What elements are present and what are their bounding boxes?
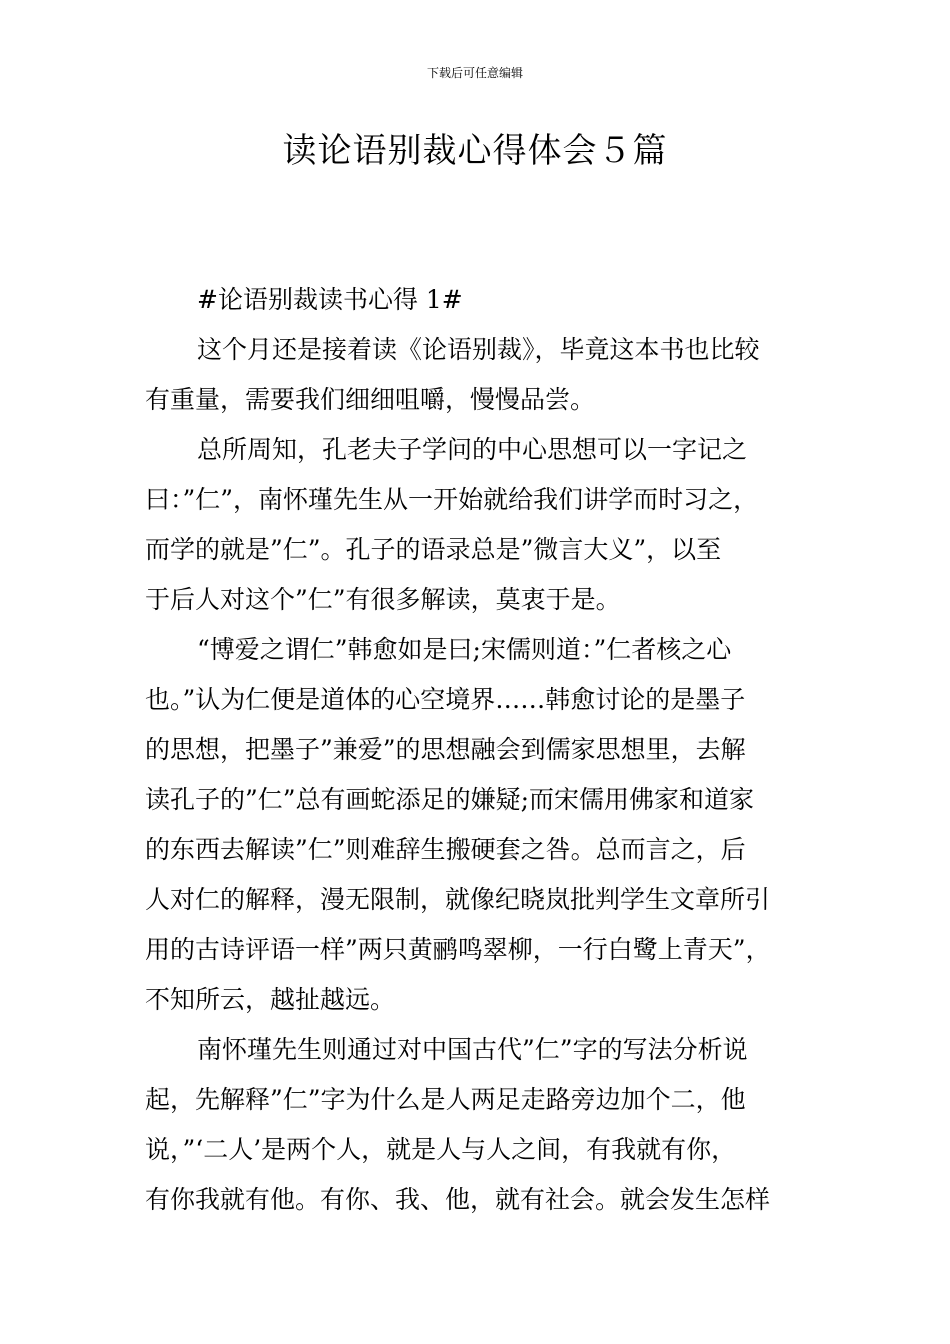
paragraph-2-line-1: 总所周知，孔老夫子学问的中心思想可以一字记之 [197, 435, 748, 464]
paragraph-3-line-5: 的东西去解读”仁”则难辞生搬硬套之咎。总而言之，后 [145, 835, 746, 864]
paragraph-3-line-2: 也。”认为仁便是道体的心空境界……韩愈讨论的是墨子 [145, 685, 746, 714]
paragraph-2-line-4: 于后人对这个”仁”有很多解读，莫衷于是。 [145, 585, 621, 614]
document-body [145, 275, 825, 1225]
paragraph-3-line-3: 的思想，把墨子”兼爱”的思想融会到儒家思想里，去解 [145, 735, 746, 764]
paragraph-3-line-7: 用的古诗评语一样”两只黄鹂鸣翠柳，一行白鹭上青天”， [145, 935, 771, 964]
document-title: 读论语别裁心得体会５篇 [282, 131, 668, 171]
paragraph-1-line-1: 这个月还是接着读《论语别裁》，毕竟这本书也比较 [197, 335, 760, 364]
paragraph-3-line-4: 读孔子的”仁”总有画蛇添足的嫌疑;而宋儒用佛家和道家 [145, 785, 754, 814]
paragraph-2-line-3: 而学的就是”仁”。孔子的语录总是”微言大义”，以至 [145, 535, 722, 564]
paragraph-3-line-1: “博爱之谓仁”韩愈如是曰;宋儒则道：”仁者核之心 [197, 635, 732, 664]
paragraph-2-line-2: 曰：”仁”，南怀瑾先生从一开始就给我们讲学而时习之， [145, 485, 759, 514]
paragraph-4-line-3: 说，”‘二人’是两个人，就是人与人之间，有我就有你， [145, 1135, 737, 1164]
paragraph-3-line-6: 人对仁的解释，漫无限制，就像纪晓岚批判学生文章所引 [145, 885, 771, 914]
header-note: 下载后可任意编辑 [426, 66, 523, 80]
section-heading: #论语别裁读书心得 1# [197, 285, 463, 314]
paragraph-1-line-2: 有重量，需要我们细细咀嚼，慢慢品尝。 [145, 385, 596, 414]
paragraph-3-line-8: 不知所云，越扯越远。 [145, 985, 396, 1014]
paragraph-4-line-2: 起，先解释”仁”字为什么是人两足走路旁边加个二，他 [145, 1085, 746, 1114]
paragraph-4-line-1: 南怀瑾先生则通过对中国古代”仁”字的写法分析说 [197, 1035, 748, 1064]
paragraph-4-line-4: 有你我就有他。有你、我、他，就有社会。就会发生怎样 [145, 1185, 771, 1214]
